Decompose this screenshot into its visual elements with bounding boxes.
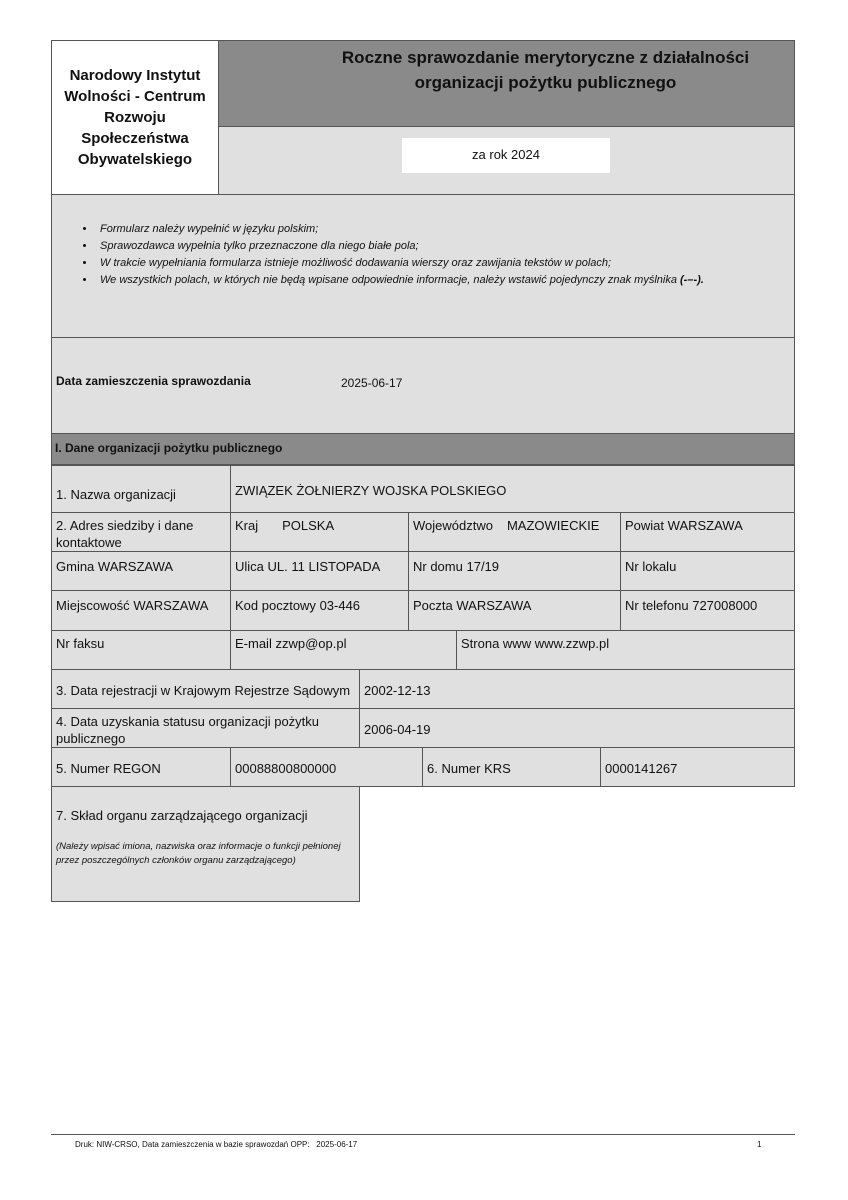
city-value: WARSZAWA — [133, 598, 209, 613]
postal-cell[interactable] — [230, 590, 409, 631]
commune-cell[interactable] — [51, 551, 231, 591]
fax-cell[interactable] — [51, 630, 231, 670]
commune-label: Gmina — [56, 559, 95, 574]
footer-text — [75, 1140, 357, 1149]
county-value: WARSZAWA — [667, 518, 743, 533]
phone-cell[interactable] — [620, 590, 795, 631]
street-value: UL. 11 LISTOPADA — [267, 559, 381, 574]
city-cell[interactable] — [51, 590, 231, 631]
instruction-item: • W trakcie wypełniania formularza istnieje możliwość dodawania wierszy oraz zawijania tekstów w polach; — [96, 255, 794, 272]
post-label: Poczta — [413, 598, 453, 613]
country-cell[interactable] — [230, 512, 409, 552]
local-label: Nr lokalu — [625, 559, 677, 574]
section-1-title: I. Dane organizacji pożytku publicznego — [55, 441, 283, 455]
section-1-header — [51, 433, 795, 465]
opp-status-label: 4. Data uzyskania statusu organizacji pożytku publicznego — [51, 708, 360, 748]
postal-value: 03-446 — [319, 598, 361, 613]
county-cell[interactable] — [620, 512, 795, 552]
address-label: 2. Adres siedziby i dane kontaktowe — [51, 512, 231, 552]
post-value: WARSZAWA — [456, 598, 532, 613]
www-cell[interactable] — [456, 630, 795, 670]
org-name-label: 1. Nazwa organizacji — [51, 465, 231, 513]
voivodeship-label: Województwo — [413, 518, 493, 533]
report-title-box — [218, 40, 795, 127]
instructions-box — [51, 194, 795, 338]
phone-value: 727008000 — [692, 598, 758, 613]
email-cell[interactable] — [230, 630, 457, 670]
footer-date: 2025-06-17 — [316, 1140, 358, 1149]
commune-value: WARSZAWA — [97, 559, 174, 574]
report-title: Roczne sprawozdanie merytoryczne z działalności organizacji pożytku publicznego — [341, 48, 750, 92]
year-field[interactable] — [402, 138, 610, 173]
opp-status-value[interactable]: 2006-04-19 — [359, 708, 795, 748]
voivodeship-value: MAZOWIECKIE — [506, 518, 600, 533]
year-label: za rok 2024 — [472, 147, 540, 162]
instruction-item: • Formularz należy wypełnić w języku polskim; — [96, 221, 794, 238]
country-value: POLSKA — [282, 518, 335, 533]
www-label: Strona www — [461, 636, 532, 651]
krs-registration-value[interactable]: 2002-12-13 — [359, 669, 795, 709]
house-label: Nr domu — [413, 559, 463, 574]
city-label: Miejscowość — [56, 598, 130, 613]
krs-number-value[interactable]: 0000141267 — [600, 747, 795, 787]
street-label: Ulica — [235, 559, 264, 574]
instruction-item: • Sprawozdawca wypełnia tylko przeznaczone dla niego białe pola; — [96, 238, 794, 255]
board-label: 7. Skład organu zarządzającego organizacji — [56, 808, 308, 823]
county-label: Powiat — [625, 518, 665, 533]
www-value: www.zzwp.pl — [534, 636, 610, 651]
publication-date: 2025-06-17 — [341, 376, 403, 390]
regon-label: 5. Numer REGON — [51, 747, 231, 787]
email-value: zzwp@op.pl — [275, 636, 347, 651]
post-cell[interactable] — [408, 590, 621, 631]
footer-label: Druk: NIW-CRSO, Data zamieszczenia w bazie sprawozdań OPP: — [75, 1140, 310, 1149]
dash-symbol: (-–-). — [680, 274, 704, 286]
fax-label: Nr faksu — [56, 636, 105, 651]
local-cell[interactable] — [620, 551, 795, 591]
phone-label: Nr telefonu — [625, 598, 689, 613]
instructions-list — [52, 221, 794, 289]
page-number: 1 — [757, 1140, 762, 1149]
voivodeship-cell[interactable] — [408, 512, 621, 552]
house-value: 17/19 — [466, 559, 500, 574]
krs-number-label: 6. Numer KRS — [422, 747, 601, 787]
org-name-value[interactable]: ZWIĄZEK ŻOŁNIERZY WOJSKA POLSKIEGO — [230, 465, 795, 513]
instruction-item: • We wszystkich polach, w których nie będą wpisane odpowiednie informacje, należy wstawić pojedynczy znak myślnika (-–-). — [96, 272, 794, 289]
krs-registration-label: 3. Data rejestracji w Krajowym Rejestrze Sądowym — [51, 669, 360, 709]
country-label: Kraj — [235, 518, 259, 533]
postal-label: Kod pocztowy — [235, 598, 316, 613]
institute-box — [51, 40, 219, 195]
email-label: E-mail — [235, 636, 272, 651]
house-cell[interactable] — [408, 551, 621, 591]
publication-label: Data zamieszczenia sprawozdania — [56, 374, 251, 388]
board-cell — [51, 786, 360, 902]
board-note: (Należy wpisać imiona, nazwiska oraz informacje o funkcji pełnionej przez poszczególnych członków organu zarządzającego) — [56, 841, 341, 866]
institute-name: Narodowy Instytut Wolności - Centrum Rozwoju Społeczeństwa Obywatelskiego — [64, 67, 206, 168]
footer-divider — [51, 1134, 795, 1135]
regon-value[interactable]: 00088800800000 — [230, 747, 423, 787]
street-cell[interactable] — [230, 551, 409, 591]
